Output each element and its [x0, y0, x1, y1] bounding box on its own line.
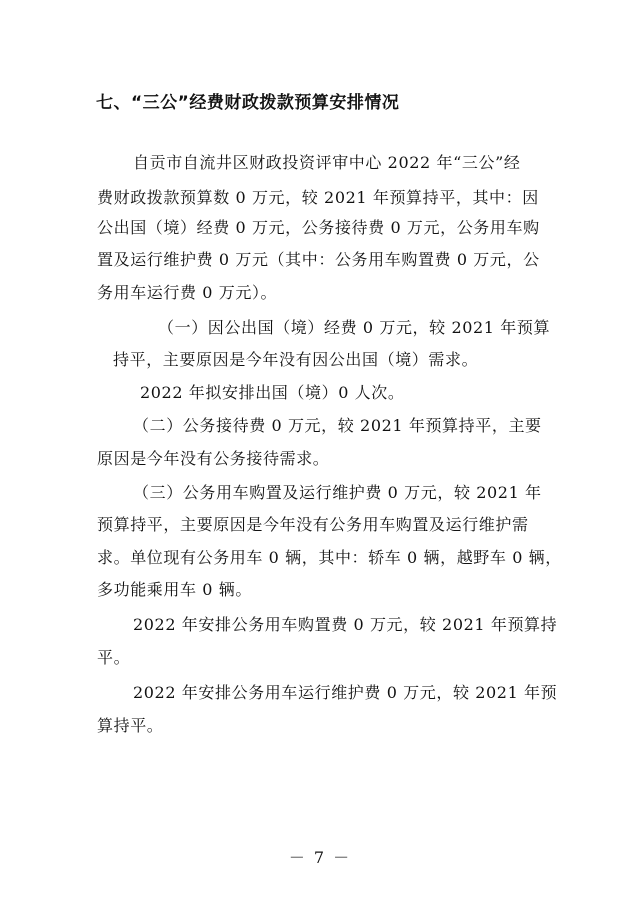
paragraph-1-line-5: 务用车运行费 0 万元）。	[97, 283, 278, 302]
paragraph-5-line-2: 预算持平，主要原因是今年没有公务用车购置及运行维护需	[97, 515, 529, 534]
paragraph-1-line-2: 费财政拨款预算数 0 万元，较 2021 年预算持平，其中：因	[97, 188, 539, 207]
paragraph-2-line-2: 持平，主要原因是今年没有因公出国（境）需求。	[113, 350, 479, 369]
section-heading: 七、“三公”经费财政拨款预算安排情况	[96, 93, 400, 113]
paragraph-7-line-2: 算持平。	[97, 716, 164, 735]
paragraph-7-line-1: 2022 年安排公务用车运行维护费 0 万元，较 2021 年预	[133, 683, 558, 702]
paragraph-4-line-2: 原因是今年没有公务接待需求。	[97, 449, 330, 468]
paragraph-5-line-1: （三）公务用车购置及运行维护费 0 万元，较 2021 年	[133, 483, 542, 502]
paragraph-3-line-1: 2022 年拟安排出国（境）0 人次。	[140, 383, 405, 402]
paragraph-2-line-1: （一）因公出国（境）经费 0 万元，较 2021 年预算	[158, 318, 551, 337]
page-number: － 7 －	[288, 848, 352, 867]
paragraph-6-line-2: 平。	[97, 648, 131, 667]
paragraph-5-line-4: 多功能乘用车 0 辆。	[97, 580, 252, 599]
paragraph-1-line-4: 置及运行维护费 0 万元（其中：公务用车购置费 0 万元，公	[97, 250, 540, 269]
paragraph-4-line-1: （二）公务接待费 0 万元，较 2021 年预算持平，主要	[133, 416, 542, 435]
paragraph-1-line-1: 自贡市自流井区财政投资评审中心 2022 年“三公”经	[133, 153, 521, 172]
paragraph-6-line-1: 2022 年安排公务用车购置费 0 万元，较 2021 年预算持	[133, 615, 558, 634]
paragraph-1-line-3: 公出国（境）经费 0 万元，公务接待费 0 万元，公务用车购	[97, 218, 540, 237]
paragraph-5-line-3: 求。单位现有公务用车 0 辆，其中：轿车 0 辆，越野车 0 辆，	[97, 548, 562, 567]
